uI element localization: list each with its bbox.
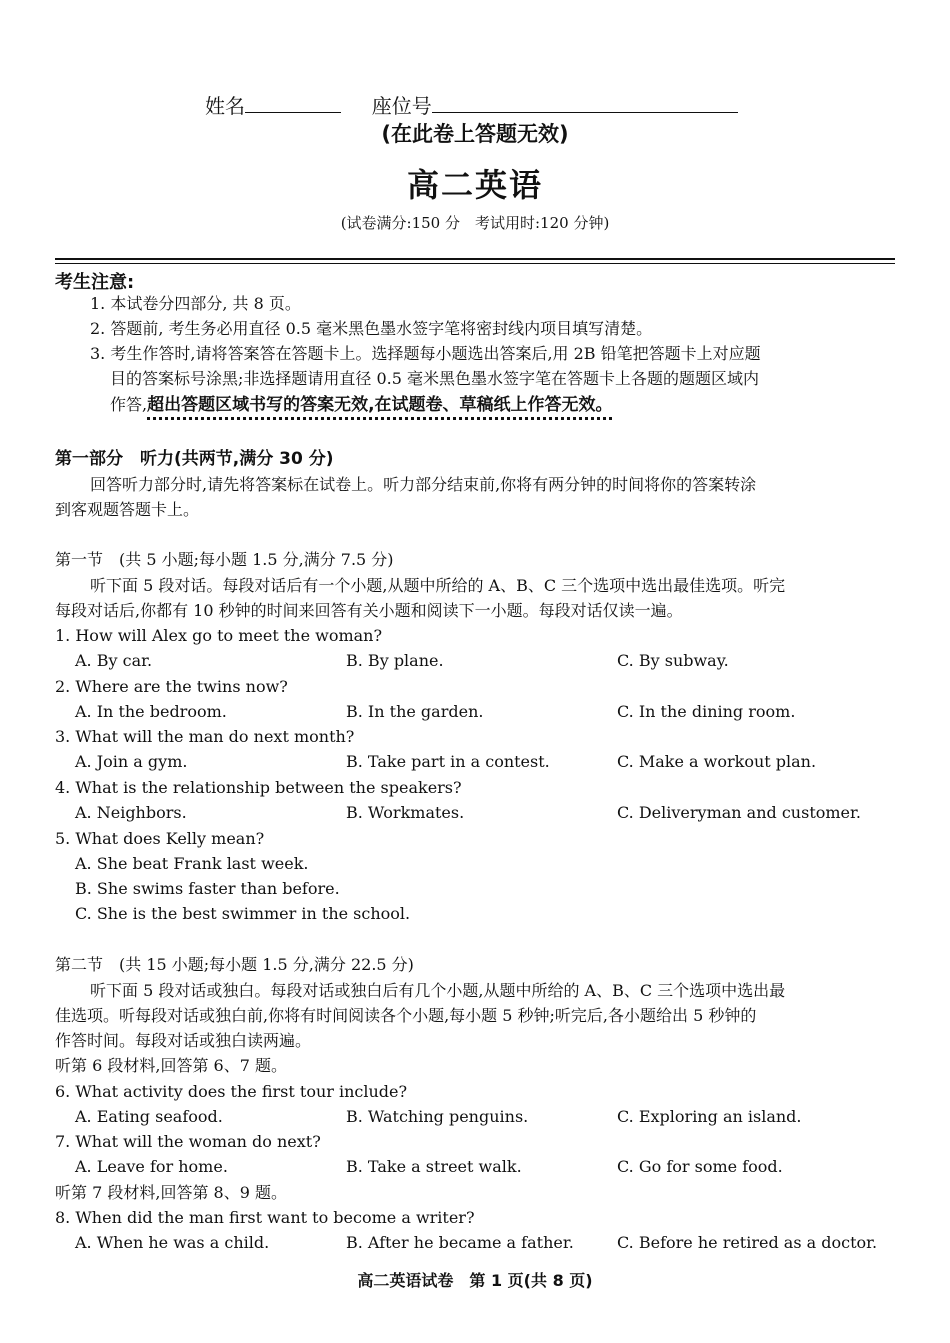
section1-heading: 第一节 (共 5 小题;每小题 1.5 分,满分 7.5 分)	[55, 550, 394, 569]
question-3-option-a: A. Join a gym.	[75, 752, 188, 771]
question-2-option-a: A. In the bedroom.	[75, 702, 227, 721]
section2-instr-line-3: 作答时间。每段对话或独白读两遍。	[55, 1031, 312, 1050]
question-3-stem: 3. What will the man do next month?	[55, 727, 355, 746]
notice-emphasis: 超出答题区域书写的答案无效,在试题卷、草稿纸上作答无效。	[147, 395, 613, 415]
question-7-stem: 7. What will the woman do next?	[55, 1132, 321, 1151]
question-6-option-c: C. Exploring an island.	[617, 1107, 802, 1126]
question-7-option-a: A. Leave for home.	[75, 1157, 228, 1176]
section1-instr-line-1: 听下面 5 段对话。每段对话后有一个小题,从题中所给的 A、B、C 三个选项中选出最佳选项。听完	[90, 576, 786, 595]
question-1-option-a: A. By car.	[75, 651, 153, 670]
part1-intro-line-2: 到客观题答题卡上。	[55, 500, 200, 519]
question-8-option-b: B. After he became a father.	[346, 1233, 574, 1252]
name-label: 姓名	[205, 94, 245, 118]
seat-blank	[432, 94, 738, 113]
part1-intro-line-1: 回答听力部分时,请先将答案标在试卷上。听力部分结束前,你将有两分钟的时间将你的答案转涂	[90, 475, 757, 494]
question-8-stem: 8. When did the man first want to become a writer?	[55, 1208, 475, 1227]
question-8-option-a: A. When he was a child.	[75, 1233, 270, 1252]
question-8-option-c: C. Before he retired as a doctor.	[617, 1233, 878, 1252]
invalid-note: (在此卷上答题无效)	[381, 122, 569, 146]
notice-item-1: 1. 本试卷分四部分, 共 8 页。	[90, 294, 301, 313]
exam-meta: (试卷满分:150 分 考试用时:120 分钟)	[340, 214, 610, 232]
question-3-option-c: C. Make a workout plan.	[617, 752, 817, 771]
question-3-option-b: B. Take part in a contest.	[346, 752, 550, 771]
question-6-stem: 6. What activity does the first tour include?	[55, 1082, 408, 1101]
page-footer: 高二英语试卷 第 1 页(共 8 页)	[357, 1271, 593, 1290]
header-rule-thin	[55, 263, 895, 264]
question-5-option-c: C. She is the best swimmer in the school.	[75, 904, 411, 923]
material-6-note: 听第 6 段材料,回答第 6、7 题。	[55, 1056, 287, 1075]
notice-item-3-line-1: 3. 考生作答时,请将答案答在答题卡上。选择题每小题选出答案后,用 2B 铅笔把答题卡上对应题	[90, 344, 761, 363]
question-5-stem: 5. What does Kelly mean?	[55, 829, 265, 848]
question-1-stem: 1. How will Alex go to meet the woman?	[55, 626, 383, 645]
section2-instr-line-1: 听下面 5 段对话或独白。每段对话或独白后有几个小题,从题中所给的 A、B、C 三个选项中选出最	[90, 981, 786, 1000]
question-7-option-b: B. Take a street walk.	[346, 1157, 522, 1176]
section2-instr-line-2: 佳选项。听每段对话或独白前,你将有时间阅读各个小题,每小题 5 秒钟;听完后,各小题给出 5 秒钟的	[55, 1006, 757, 1025]
question-5-option-b: B. She swims faster than before.	[75, 879, 340, 898]
notice-item-3-line-3	[110, 394, 613, 416]
name-blank	[245, 94, 341, 113]
question-2-option-b: B. In the garden.	[346, 702, 484, 721]
question-2-option-c: C. In the dining room.	[617, 702, 796, 721]
seat-label: 座位号	[371, 94, 432, 118]
page-title: 高二英语	[406, 166, 543, 204]
material-7-note: 听第 7 段材料,回答第 8、9 题。	[55, 1183, 287, 1202]
question-6-option-a: A. Eating seafood.	[75, 1107, 223, 1126]
header-rule	[55, 258, 895, 260]
question-5-option-a: A. She beat Frank last week.	[75, 854, 309, 873]
question-6-option-b: B. Watching penguins.	[346, 1107, 529, 1126]
question-7-option-c: C. Go for some food.	[617, 1157, 783, 1176]
notice-heading: 考生注意:	[55, 272, 135, 293]
question-4-option-a: A. Neighbors.	[75, 803, 187, 822]
section1-instr-line-2: 每段对话后,你都有 10 秒钟的时间来回答有关小题和阅读下一小题。每段对话仅读一遍。	[55, 601, 683, 620]
question-4-option-c: C. Deliveryman and customer.	[617, 803, 861, 822]
section2-heading: 第二节 (共 15 小题;每小题 1.5 分,满分 22.5 分)	[55, 955, 414, 974]
question-4-stem: 4. What is the relationship between the speakers?	[55, 778, 462, 797]
question-1-option-b: B. By plane.	[346, 651, 444, 670]
question-2-stem: 2. Where are the twins now?	[55, 677, 288, 696]
part1-heading: 第一部分 听力(共两节,满分 30 分)	[55, 449, 334, 469]
notice-item-2: 2. 答题前, 考生务必用直径 0.5 毫米黑色墨水签字笔将密封线内项目填写清楚。	[90, 319, 653, 338]
name-seat-row	[205, 90, 738, 119]
notice-item-3-prefix: 作答,	[110, 395, 148, 414]
question-4-option-b: B. Workmates.	[346, 803, 465, 822]
question-1-option-c: C. By subway.	[617, 651, 729, 670]
notice-item-3-line-2: 目的答案标号涂黑;非选择题请用直径 0.5 毫米黑色墨水签字笔在答题卡上各题的题题区域内	[110, 369, 760, 388]
